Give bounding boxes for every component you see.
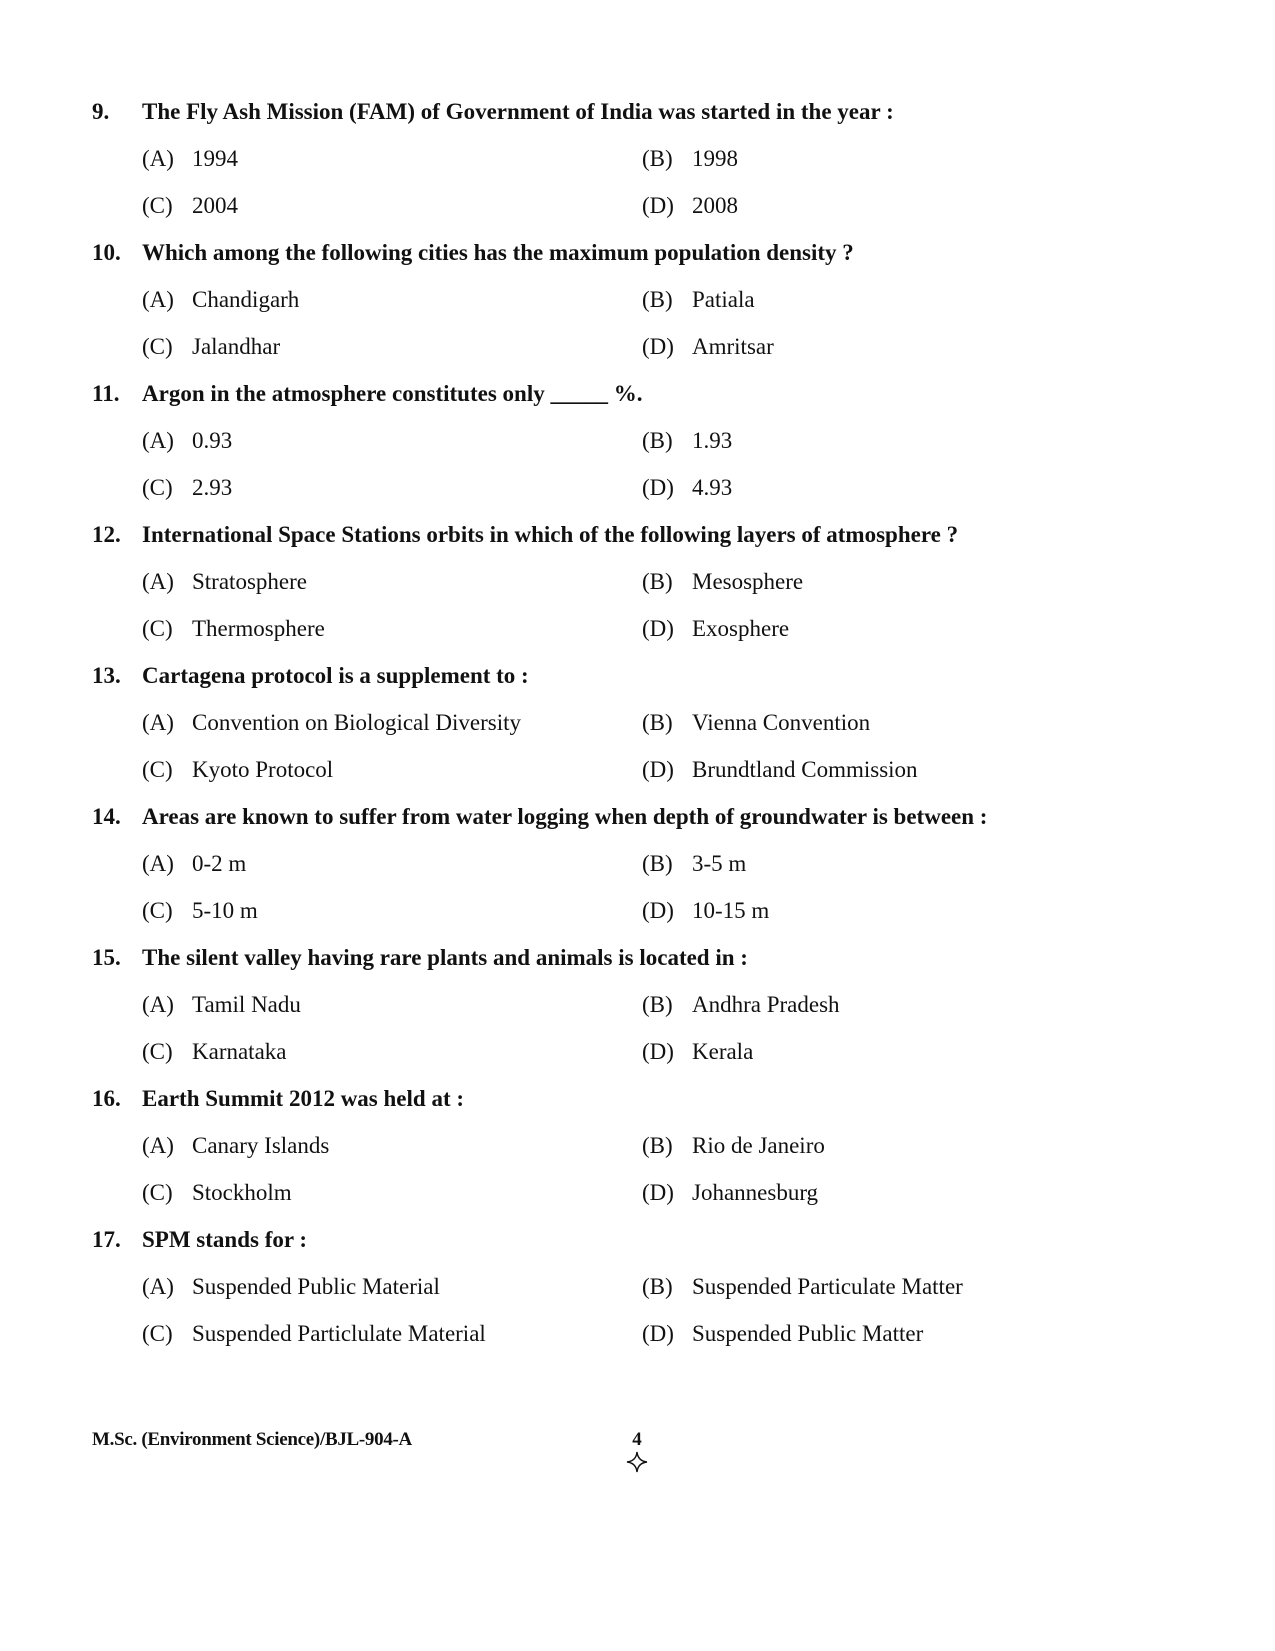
option-text: Vienna Convention (692, 710, 871, 735)
option-text: Stockholm (192, 1180, 292, 1205)
option-letter: (C) (142, 334, 173, 359)
question-text: Cartagena protocol is a supplement to : (142, 663, 529, 688)
option-letter: (A) (142, 428, 174, 453)
option-letter: (D) (642, 616, 674, 641)
option-letter: (B) (642, 428, 673, 453)
option-c (142, 897, 258, 925)
option-text: Stratosphere (192, 569, 307, 594)
option-letter: (B) (642, 1274, 673, 1299)
option-a (142, 145, 238, 173)
option-letter: (B) (642, 146, 673, 171)
option-letter: (D) (642, 1039, 674, 1064)
option-d (642, 474, 732, 502)
option-b (642, 427, 732, 455)
option-d (642, 333, 774, 361)
page-number: 4 (632, 1429, 642, 1450)
option-d (642, 1179, 818, 1207)
option-b (642, 568, 803, 596)
question-number: 9. (92, 99, 110, 124)
option-letter: (B) (642, 1133, 673, 1158)
option-letter: (A) (142, 851, 174, 876)
option-letter: (C) (142, 898, 173, 923)
option-letter: (A) (142, 287, 174, 312)
option-d (642, 615, 789, 643)
option-text: Tamil Nadu (192, 992, 301, 1017)
option-text: Patiala (692, 287, 755, 312)
question-number: 14. (92, 804, 121, 829)
question-text: Areas are known to suffer from water logging when depth of groundwater is between : (142, 804, 988, 829)
option-text: Convention on Biological Diversity (192, 710, 521, 735)
option-b (642, 850, 746, 878)
option-text: 0-2 m (192, 851, 247, 876)
option-text: Kyoto Protocol (192, 757, 334, 782)
question-text: Which among the following cities has the maximum population density ? (142, 240, 854, 265)
four-point-star-icon (626, 1451, 648, 1473)
option-c (142, 333, 280, 361)
option-text: Kerala (692, 1039, 754, 1064)
question-number: 15. (92, 945, 121, 970)
option-text: Exosphere (692, 616, 790, 641)
option-text: 2004 (192, 193, 238, 218)
question-text: The Fly Ash Mission (FAM) of Government of India was started in the year : (142, 99, 894, 124)
question-number: 17. (92, 1227, 121, 1252)
question-number: 11. (92, 381, 120, 406)
option-text: Jalandhar (192, 334, 281, 359)
option-text: 5-10 m (192, 898, 258, 923)
option-letter: (D) (642, 334, 674, 359)
option-letter: (B) (642, 710, 673, 735)
option-letter: (B) (642, 992, 673, 1017)
question-text: International Space Stations orbits in which of the following layers of atmosphere ? (142, 522, 959, 547)
option-text: Thermosphere (192, 616, 325, 641)
option-letter: (D) (642, 1180, 674, 1205)
option-c (142, 1179, 292, 1207)
option-text: Amritsar (692, 334, 774, 359)
option-letter: (A) (142, 146, 174, 171)
option-text: Mesosphere (692, 569, 804, 594)
option-text: Chandigarh (192, 287, 300, 312)
option-a (142, 991, 301, 1019)
question-number: 16. (92, 1086, 121, 1111)
option-letter: (C) (142, 193, 173, 218)
option-b (642, 1132, 825, 1160)
option-text: Suspended Public Matter (692, 1321, 924, 1346)
option-c (142, 1320, 486, 1348)
option-letter: (D) (642, 1321, 674, 1346)
option-d (642, 1320, 923, 1348)
option-text: Suspended Particulate Matter (692, 1274, 963, 1299)
option-d (642, 192, 738, 220)
paper-code: M.Sc. (Environment Science)/BJL-904-A (92, 1429, 412, 1450)
question-text: Argon in the atmosphere constitutes only _____ %. (142, 381, 643, 406)
option-b (642, 1273, 963, 1301)
option-c (142, 1038, 287, 1066)
question-text: The silent valley having rare plants and animals is located in : (142, 945, 748, 970)
option-a (142, 709, 521, 737)
option-b (642, 991, 840, 1019)
option-letter: (C) (142, 616, 173, 641)
option-b (642, 286, 755, 314)
option-letter: (C) (142, 475, 173, 500)
option-letter: (C) (142, 757, 173, 782)
option-text: Suspended Public Material (192, 1274, 440, 1299)
question-text: SPM stands for : (142, 1227, 308, 1252)
option-text: 3-5 m (692, 851, 747, 876)
option-a (142, 850, 246, 878)
option-text: Johannesburg (692, 1180, 819, 1205)
option-text: 1998 (692, 146, 738, 171)
option-a (142, 286, 299, 314)
option-letter: (A) (142, 710, 174, 735)
option-a (142, 427, 232, 455)
option-letter: (C) (142, 1321, 173, 1346)
option-a (142, 568, 307, 596)
option-letter: (B) (642, 569, 673, 594)
option-c (142, 474, 232, 502)
option-text: Brundtland Commission (692, 757, 918, 782)
question-number: 12. (92, 522, 121, 547)
option-c (142, 192, 238, 220)
option-text: 1.93 (692, 428, 733, 453)
option-letter: (D) (642, 475, 674, 500)
option-text: 1994 (192, 146, 238, 171)
option-text: Rio de Janeiro (692, 1133, 825, 1158)
option-text: 2008 (692, 193, 738, 218)
option-text: 2.93 (192, 475, 233, 500)
option-d (642, 897, 769, 925)
option-d (642, 756, 918, 784)
option-text: Karnataka (192, 1039, 287, 1064)
option-letter: (A) (142, 569, 174, 594)
option-b (642, 145, 738, 173)
option-letter: (A) (142, 1133, 174, 1158)
option-text: Canary Islands (192, 1133, 330, 1158)
option-letter: (D) (642, 898, 674, 923)
option-text: Suspended Particlulate Material (192, 1321, 486, 1346)
option-letter: (A) (142, 1274, 174, 1299)
option-text: Andhra Pradesh (692, 992, 840, 1017)
option-letter: (D) (642, 193, 674, 218)
option-letter: (B) (642, 287, 673, 312)
option-letter: (D) (642, 757, 674, 782)
option-d (642, 1038, 753, 1066)
option-a (142, 1273, 440, 1301)
question-number: 13. (92, 663, 121, 688)
option-b (642, 709, 870, 737)
option-text: 4.93 (692, 475, 733, 500)
option-text: 10-15 m (692, 898, 770, 923)
option-letter: (C) (142, 1180, 173, 1205)
option-a (142, 1132, 329, 1160)
question-number: 10. (92, 240, 121, 265)
option-letter: (B) (642, 851, 673, 876)
option-letter: (A) (142, 992, 174, 1017)
option-letter: (C) (142, 1039, 173, 1064)
option-c (142, 756, 333, 784)
question-text: Earth Summit 2012 was held at : (142, 1086, 465, 1111)
option-c (142, 615, 325, 643)
option-text: 0.93 (192, 428, 233, 453)
